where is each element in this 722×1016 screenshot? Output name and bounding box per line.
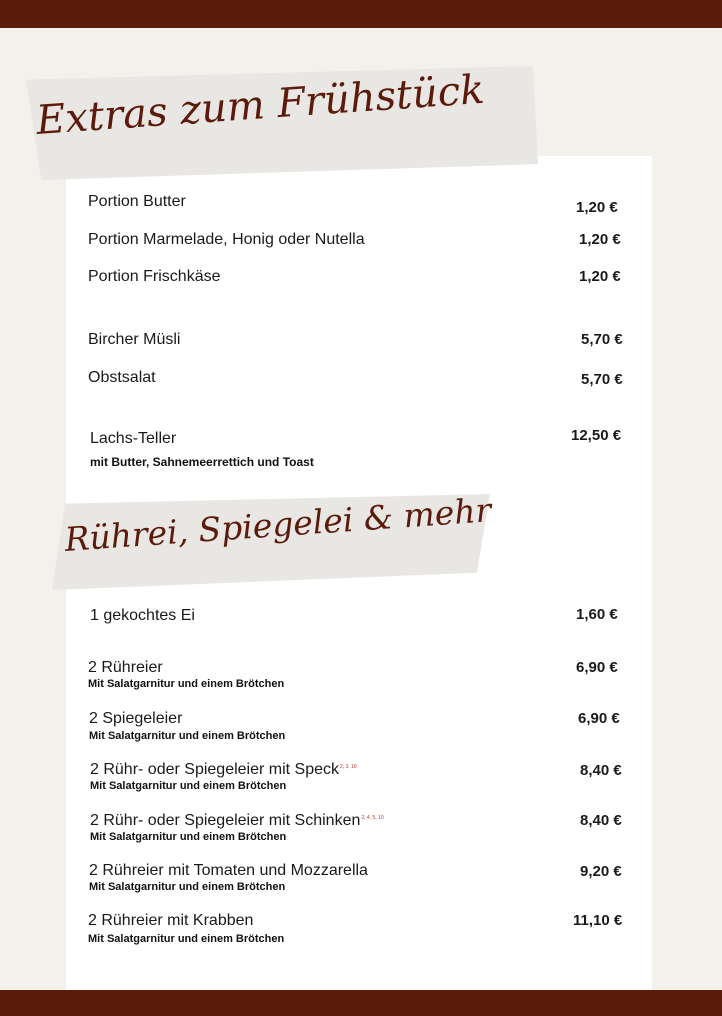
item-price: 8,40 € [580,762,622,779]
item-name: 2 Rühreier [88,659,163,676]
item-description: Mit Salatgarnitur und einem Brötchen [88,933,285,945]
item-description: Mit Salatgarnitur und einem Brötchen [90,831,287,843]
item-name: Portion Marmelade, Honig oder Nutella [88,231,365,248]
item-name: 2 Rühreier mit Tomaten und Mozzarella [89,862,368,879]
item-price: 1,20 € [576,199,618,216]
item-name: 2 Spiegeleier [89,710,183,727]
item-price: 5,70 € [581,371,623,388]
item-description: mit Butter, Sahnemeerrettich und Toast [90,455,314,469]
section-title-eggs: Rührei, Spiegelei & mehr [63,490,493,559]
item-description: Mit Salatgarnitur und einem Brötchen [90,780,287,792]
item-name [90,812,384,830]
item-price: 5,70 € [581,331,623,348]
item-price: 1,20 € [579,231,621,248]
item-name [90,761,357,779]
item-name: Obstsalat [88,369,156,386]
item-description: Mit Salatgarnitur und einem Brötchen [89,730,286,742]
item-price: 1,60 € [576,606,618,623]
item-price: 12,50 € [571,427,622,444]
item-name: Portion Frischkäse [88,268,221,285]
bottom-bar [0,990,722,1016]
section-title-extras: Extras zum Frühstück [34,66,486,144]
item-name-text: 2 Rühr- oder Spiegeleier mit Schinken [90,812,361,829]
allergen-codes: 2, 4, 5, 10 [361,814,384,821]
item-name-text: 2 Rühr- oder Spiegeleier mit Speck [90,761,340,778]
item-price: 9,20 € [580,863,622,880]
item-name: Bircher Müsli [88,331,181,348]
item-price: 1,20 € [579,268,621,285]
allergen-codes: 2, 3, 10 [340,763,357,770]
item-name: Portion Butter [88,193,186,210]
item-name: Lachs-Teller [90,430,177,447]
item-name: 1 gekochtes Ei [90,607,195,624]
item-price: 8,40 € [580,812,622,829]
item-price: 6,90 € [576,659,618,676]
item-price: 11,10 € [573,912,623,929]
item-description: Mit Salatgarnitur und einem Brötchen [88,678,285,690]
item-name: 2 Rühreier mit Krabben [88,912,254,929]
item-price: 6,90 € [578,710,620,727]
top-bar [0,0,722,28]
item-description: Mit Salatgarnitur und einem Brötchen [89,881,286,893]
